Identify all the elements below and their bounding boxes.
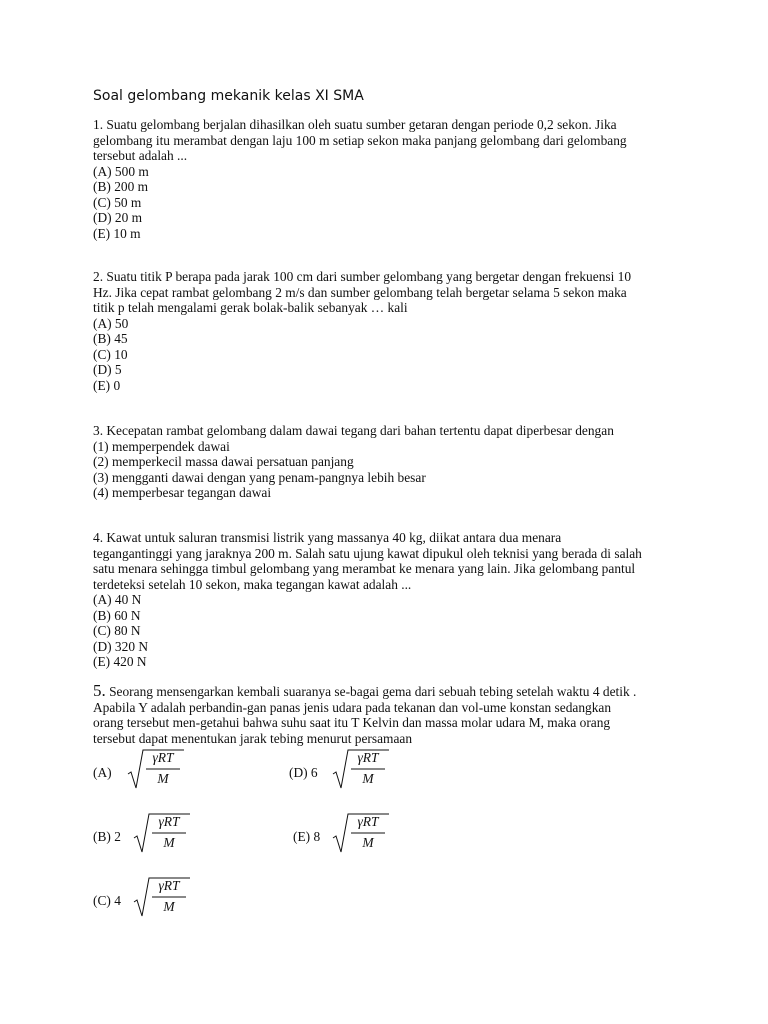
question-1-text-line: gelombang itu merambat dengan laju 100 m setiap sekon maka panjang gelombang dari gelombang <box>93 132 627 148</box>
question-4-text-line: satu menara sehingga timbul gelombang yang merambat ke menara yang lain. Jika gelombang pantul <box>93 561 636 576</box>
formula-denominator: M <box>362 835 374 850</box>
question-1-option-b: (B) 200 m <box>93 179 149 194</box>
question-5-text-line: orang tersebut men-getahui bahwa suhu saat itu T Kelvin dan massa molar udara M, maka orang <box>93 715 611 730</box>
question-3-statement-3: (3) mengganti dawai dengan yang penam-pangnya lebih besar <box>93 469 426 485</box>
question-4-text-line: 4. Kawat untuk saluran transmisi listrik yang massanya 40 kg, diikat antara dua menara <box>93 530 562 545</box>
question-1-option-e: (E) 10 m <box>93 225 141 241</box>
question-5-option-d-label: (D) 6 <box>289 765 318 780</box>
formula-denominator: M <box>163 899 175 914</box>
question-5-option-e-label: (E) 8 <box>293 829 321 844</box>
question-3 <box>93 423 693 501</box>
sqrt-formula-b <box>132 812 192 856</box>
formula-numerator: γRT <box>152 750 174 765</box>
question-3-text-line: 3. Kecepatan rambat gelombang dalam dawai tegang dari bahan tertentu dapat diperbesar dengan <box>93 423 614 438</box>
formula-denominator: M <box>362 771 374 786</box>
question-4-text-line: tegangantinggi yang jaraknya 200 m. Salah satu ujung kawat dipukul oleh teknisi yang berada di salah <box>93 545 642 561</box>
question-5-text-line <box>93 683 693 700</box>
question-2-text-line: titik p telah mengalami gerak bolak-balik sebanyak … kali <box>93 300 408 315</box>
question-5 <box>93 683 693 746</box>
question-4-option-d: (D) 320 N <box>93 638 149 654</box>
question-4 <box>93 530 693 670</box>
formula-numerator: γRT <box>357 750 379 765</box>
question-2-option-e: (E) 0 <box>93 377 121 393</box>
question-5-option-a-label: (A) <box>93 765 112 780</box>
question-4-option-a: (A) 40 N <box>93 592 142 607</box>
question-2-option-d: (D) 5 <box>93 362 122 377</box>
question-5-option-c-label: (C) 4 <box>93 893 121 908</box>
question-5-text-line: Apabila Y adalah perbandin-gan panas jenis udara pada tekanan dan vol-ume konstan sedangkan <box>93 699 612 715</box>
formula-numerator: γRT <box>158 878 180 893</box>
formula-numerator: γRT <box>158 814 180 829</box>
question-4-text-line: terdeteksi setelah 10 sekon, maka tegangan kawat adalah ... <box>93 576 412 592</box>
question-1-text-line: 1. Suatu gelombang berjalan dihasilkan oleh suatu sumber getaran dengan periode 0,2 sekon. Jika <box>93 117 617 132</box>
question-5-number: 5. <box>93 681 106 700</box>
question-5-option-b-label: (B) 2 <box>93 829 121 844</box>
document-title: Soal gelombang mekanik kelas XI SMA <box>93 88 364 104</box>
formula-numerator: γRT <box>357 814 379 829</box>
sqrt-formula-d <box>331 748 391 792</box>
question-1 <box>93 117 693 241</box>
question-1-text-line: tersebut adalah ... <box>93 148 188 163</box>
question-1-option-c: (C) 50 m <box>93 194 142 210</box>
question-2-text-line: Hz. Jika cepat rambat gelombang 2 m/s dan sumber gelombang telah bergetar selama 5 sekon maka <box>93 284 627 300</box>
question-2-option-a: (A) 50 <box>93 315 129 331</box>
question-1-option-d: (D) 20 m <box>93 210 143 225</box>
sqrt-formula-c <box>132 876 192 920</box>
question-3-statement-4: (4) memperbesar tegangan dawai <box>93 485 272 500</box>
question-2 <box>93 269 693 393</box>
formula-denominator: M <box>163 835 175 850</box>
sqrt-formula-e <box>331 812 391 856</box>
question-4-option-b: (B) 60 N <box>93 607 141 623</box>
question-4-option-c: (C) 80 N <box>93 623 141 638</box>
question-2-option-c: (C) 10 <box>93 346 128 362</box>
formula-denominator: M <box>157 771 169 786</box>
question-1-option-a: (A) 500 m <box>93 163 149 179</box>
question-5-text-line: tersebut dapat menentukan jarak tebing menurut persamaan <box>93 730 413 746</box>
question-3-statement-1: (1) memperpendek dawai <box>93 438 230 454</box>
question-3-statement-2: (2) memperkecil massa dawai persatuan panjang <box>93 454 354 469</box>
question-4-option-e: (E) 420 N <box>93 654 147 669</box>
sqrt-formula-a <box>126 748 186 792</box>
question-2-text-line: 2. Suatu titik P berapa pada jarak 100 cm dari sumber gelombang yang bergetar dengan frekuensi 10 <box>93 269 632 284</box>
question-2-option-b: (B) 45 <box>93 331 128 346</box>
question-5-first-line: Seorang mensengarkan kembali suaranya se-bagai gema dari sebuah tebing setelah waktu 4 detik . <box>105 684 637 699</box>
